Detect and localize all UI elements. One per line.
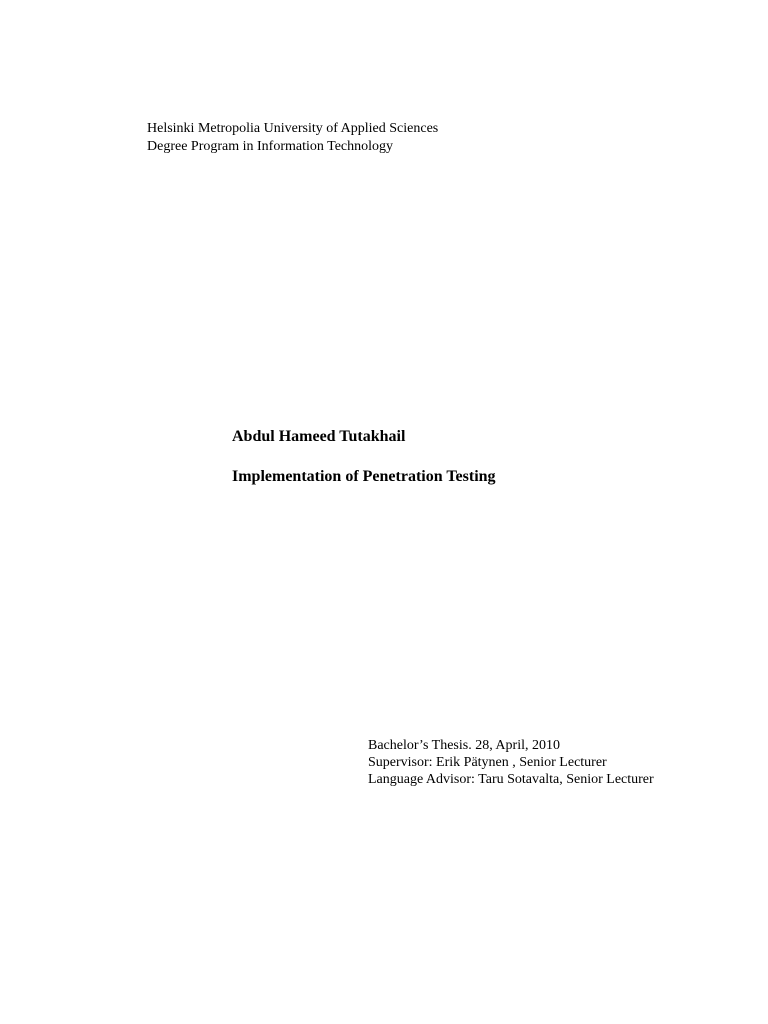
supervisor-line: Supervisor: Erik Pätynen , Senior Lecturer bbox=[368, 755, 607, 770]
thesis-date-line: Bachelor’s Thesis. 28, April, 2010 bbox=[368, 738, 560, 753]
author-name: Abdul Hameed Tutakhail bbox=[232, 428, 406, 445]
degree-program: Degree Program in Information Technology bbox=[147, 139, 394, 154]
thesis-details-block bbox=[368, 737, 654, 788]
language-advisor-line: Language Advisor: Taru Sotavalta, Senior Lecturer bbox=[368, 772, 654, 787]
university-name: Helsinki Metropolia University of Applied Sciences bbox=[147, 121, 439, 136]
thesis-title: Implementation of Penetration Testing bbox=[232, 468, 496, 485]
institution-block bbox=[147, 120, 438, 156]
